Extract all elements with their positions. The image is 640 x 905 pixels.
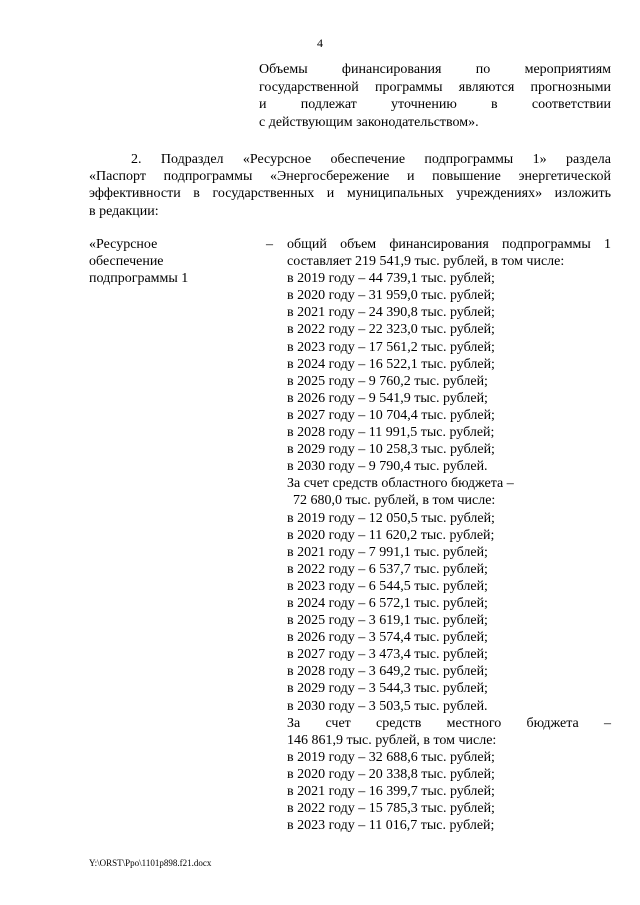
funding-line: в 2019 году – 12 050,5 тыс. рублей; (287, 510, 495, 526)
funding-line: в 2026 году – 3 574,4 тыс. рублей; (287, 630, 488, 646)
note-line: государственной программы являются прогнозными (259, 79, 611, 95)
separator-dash: – (266, 237, 273, 252)
funding-line: в 2020 году – 31 959,0 тыс. рублей; (287, 288, 495, 304)
funding-line: в 2027 году – 10 704,4 тыс. рублей; (287, 407, 495, 423)
funding-line: в 2028 году – 11 991,5 тыс. рублей; (287, 425, 495, 441)
funding-line: в 2023 году – 6 544,5 тыс. рублей; (287, 578, 488, 594)
funding-line: в 2024 году – 16 522,1 тыс. рублей; (287, 356, 495, 372)
funding-line: общий объем финансирования подпрограммы 1 (287, 237, 611, 252)
funding-line: в 2022 году – 22 323,0 тыс. рублей; (287, 322, 495, 338)
funding-line: в 2025 году – 9 760,2 тыс. рублей; (287, 373, 488, 389)
funding-line: За счет средств местного бюджета – (287, 715, 611, 731)
paragraph-line: 2. Подраздел «Ресурсное обеспечение подпрограммы 1» раздела (131, 152, 611, 167)
funding-line: в 2019 году – 32 688,6 тыс. рублей; (287, 749, 495, 765)
funding-line: в 2021 году – 7 991,1 тыс. рублей; (287, 544, 488, 560)
funding-line: За счет средств областного бюджета – (287, 476, 514, 492)
funding-line: в 2030 году – 9 790,4 тыс. рублей. (287, 459, 488, 475)
financing-note (259, 61, 611, 131)
funding-line: в 2030 году – 3 503,5 тыс. рублей. (287, 698, 488, 714)
amendment-paragraph (89, 151, 611, 220)
funding-line: в 2021 году – 24 390,8 тыс. рублей; (287, 305, 495, 321)
funding-line: составляет 219 541,9 тыс. рублей, в том числе: (287, 254, 565, 270)
funding-line: в 2022 году – 6 537,7 тыс. рублей; (287, 561, 488, 577)
funding-line: в 2027 году – 3 473,4 тыс. рублей; (287, 647, 488, 663)
funding-list (287, 236, 611, 834)
funding-line: 146 861,9 тыс. рублей, в том числе: (287, 732, 497, 748)
funding-line: в 2020 году – 20 338,8 тыс. рублей; (287, 766, 495, 782)
note-line: Объемы финансирования по мероприятиям (259, 62, 611, 77)
funding-line: в 2029 году – 10 258,3 тыс. рублей; (287, 442, 495, 458)
label-line: «Ресурсное (89, 237, 158, 252)
funding-line: в 2020 году – 11 620,2 тыс. рублей; (287, 527, 495, 543)
funding-line: в 2026 году – 9 541,9 тыс. рублей; (287, 390, 488, 406)
funding-line: в 2023 году – 11 016,7 тыс. рублей; (287, 818, 495, 834)
note-line: и подлежат уточнению в соответствии (259, 97, 611, 113)
funding-line: в 2023 году – 17 561,2 тыс. рублей; (287, 339, 495, 355)
funding-line: в 2024 году – 6 572,1 тыс. рублей; (287, 595, 488, 611)
note-line: с действующим законодательством». (259, 114, 479, 130)
resource-label (89, 236, 249, 288)
funding-line: в 2019 году – 44 739,1 тыс. рублей; (287, 271, 495, 287)
paragraph-line: эффективности в государственных и муниципальных учреждениях» изложить (89, 186, 611, 202)
funding-line: 72 680,0 тыс. рублей, в том числе: (293, 493, 496, 509)
funding-line: в 2022 году – 15 785,3 тыс. рублей; (287, 801, 495, 817)
funding-line: в 2029 году – 3 544,3 тыс. рублей; (287, 681, 488, 697)
paragraph-line: «Паспорт подпрограммы «Энергосбережение и повышение энергетической (89, 169, 611, 185)
label-line: обеспечение (89, 254, 164, 270)
funding-line: в 2028 году – 3 649,2 тыс. рублей; (287, 664, 488, 680)
label-line: подпрограммы 1 (89, 271, 189, 287)
funding-line: в 2021 году – 16 399,7 тыс. рублей; (287, 784, 495, 799)
page-number: 4 (317, 36, 323, 50)
paragraph-line: в редакции: (89, 203, 159, 219)
file-path-footer: Y:\ORST\Ppo\1101p898.f21.docx (89, 858, 212, 868)
funding-line: в 2025 году – 3 619,1 тыс. рублей; (287, 613, 488, 629)
